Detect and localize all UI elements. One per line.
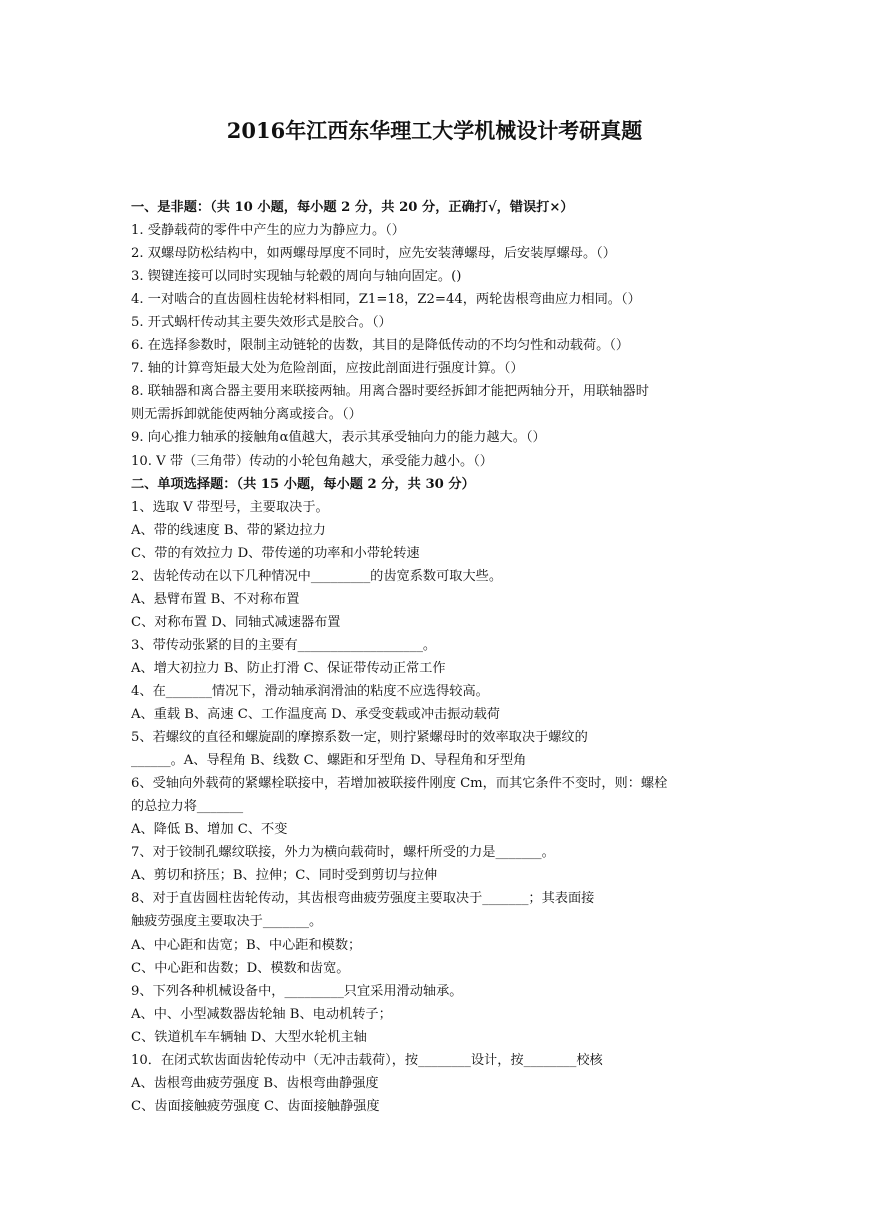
question-line: 4、在_______情况下，滑动轴承润滑油的粘度不应选得较高。 <box>131 683 489 699</box>
question-line: C、齿面接触疲劳强度 C、齿面接触静强度 <box>131 1098 380 1114</box>
question-line: A、增大初拉力 B、防止打滑 C、保证带传动正常工作 <box>131 660 446 676</box>
question-line: 触疲劳强度主要取决于_______。 <box>131 914 323 930</box>
question-line: 9、下列各种机械设备中，_________只宜采用滑动轴承。 <box>131 983 463 999</box>
question-line: 6. 在选择参数时，限制主动链轮的齿数，其目的是降低传动的不均匀性和动载荷。（） <box>131 338 630 354</box>
question-line: A、降低 B、增加 C、不变 <box>131 822 288 838</box>
question-line: A、带的线速度 B、带的紧边拉力 <box>131 522 326 538</box>
question-line: 7、对于铰制孔螺纹联接，外力为横向载荷时，螺杆所受的力是_______。 <box>131 845 555 861</box>
section-heading: 二、单项选择题：（共 15 小题，每小题 2 分，共 30 分） <box>131 476 475 492</box>
question-line: A、悬臂布置 B、不对称布置 <box>131 591 300 607</box>
question-line: 9. 向心推力轴承的接触角α值越大，表示其承受轴向力的能力越大。（） <box>131 430 546 446</box>
question-line: 2、齿轮传动在以下几种情况中_________的齿宽系数可取大些。 <box>131 568 503 584</box>
question-line: 7. 轴的计算弯矩最大处为危险剖面，应按此剖面进行强度计算。（） <box>131 361 524 377</box>
question-line: 10．在闭式软齿面齿轮传动中（无冲击载荷），按________设计，按________校核 <box>131 1052 603 1068</box>
question-line: 的总拉力将_______ <box>131 799 244 815</box>
question-line: 5、若螺纹的直径和螺旋副的摩擦系数一定，则拧紧螺母时的效率取决于螺纹的 <box>131 730 588 746</box>
question-line: A、齿根弯曲疲劳强度 B、齿根弯曲静强度 <box>131 1075 379 1091</box>
question-line: C、铁道机车车辆轴 D、大型水轮机主轴 <box>131 1029 367 1045</box>
question-line: 6、受轴向外载荷的紧螺栓联接中，若增加被联接件刚度 Cm，而其它条件不变时，则：螺栓 <box>131 776 668 792</box>
question-line: 8. 联轴器和离合器主要用来联接两轴。用离合器时要经拆卸才能把两轴分开，用联轴器时 <box>131 384 649 400</box>
question-line: A、重载 B、高速 C、工作温度高 D、承受变载或冲击振动载荷 <box>131 707 500 723</box>
question-line: 3. 锲键连接可以同时实现轴与轮毂的周向与轴向固定。() <box>131 269 462 285</box>
question-line: C、带的有效拉力 D、带传递的功率和小带轮转速 <box>131 545 420 561</box>
question-line: A、剪切和挤压；B、拉伸；C、同时受到剪切与拉伸 <box>131 868 438 884</box>
question-line: A、中、小型减数器齿轮轴 B、电动机转子； <box>131 1006 392 1022</box>
question-line: 1、选取 V 带型号，主要取决于。 <box>131 499 329 515</box>
question-line: A、中心距和齿宽；B、中心距和模数； <box>131 937 362 953</box>
question-line: 2. 双螺母防松结构中，如两螺母厚度不同时，应先安装薄螺母，后安装厚螺母。（） <box>131 246 616 262</box>
question-line: 5. 开式蜗杆传动其主要失效形式是胶合。（） <box>131 315 392 331</box>
question-line: 则无需拆卸就能使两轴分离或接合。（） <box>131 407 362 423</box>
question-line: 3、带传动张紧的目的主要有___________________。 <box>131 637 437 653</box>
question-line: C、中心距和齿数；D、模数和齿宽。 <box>131 960 350 976</box>
question-line: 10. V 带（三角带）传动的小轮包角越大，承受能力越小。（） <box>131 453 493 469</box>
document-title: 2016年江西东华理工大学机械设计考研真题 <box>226 118 643 143</box>
document-body <box>131 196 771 1118</box>
question-line: 1. 受静载荷的零件中产生的应力为静应力。（） <box>131 223 405 239</box>
question-line: 4. 一对啮合的直齿圆柱齿轮材料相同，Z1=18，Z2=44，两轮齿根弯曲应力相同。（） <box>131 292 641 308</box>
question-line: 8、对于直齿圆柱齿轮传动，其齿根弯曲疲劳强度主要取决于_______；其表面接 <box>131 891 595 907</box>
question-line: C、对称布置 D、同轴式减速器布置 <box>131 614 341 630</box>
section-heading: 一、是非题：（共 10 小题，每小题 2 分，共 20 分，正确打√，错误打×） <box>131 200 574 215</box>
question-line: ______。A、导程角 B、线数 C、螺距和牙型角 D、导程角和牙型角 <box>131 753 527 769</box>
